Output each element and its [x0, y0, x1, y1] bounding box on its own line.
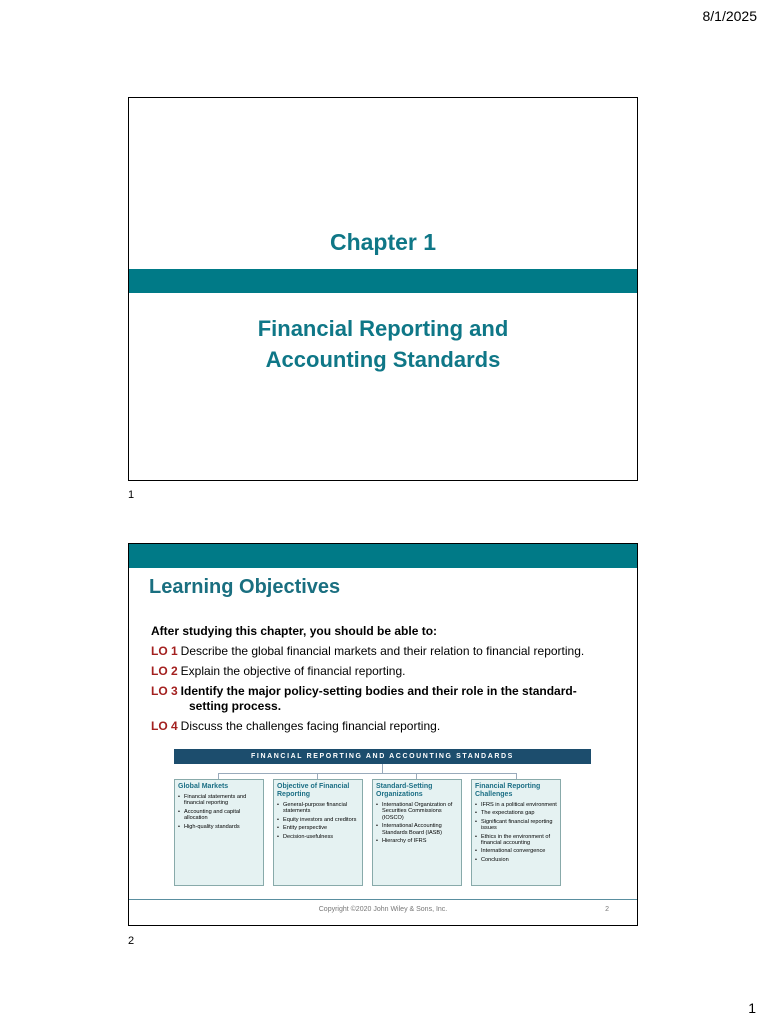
objective-item [151, 644, 631, 659]
subtitle-line-2: Accounting Standards [265, 347, 501, 372]
learning-objectives-list [151, 644, 631, 739]
slide-2-number: 2 [128, 935, 135, 947]
slide-2-title: Learning Objectives [149, 576, 341, 598]
box-item: • International convergence [475, 848, 557, 854]
box-item: • Ethics in the environment of financial accounting [475, 834, 557, 847]
objective-item [151, 664, 631, 679]
box-item: • The expectations gap [475, 810, 557, 816]
box-item: • Financial statements and financial reporting [178, 794, 260, 807]
slide-1 [128, 97, 638, 481]
box-item: • Hierarchy of IFRS [376, 838, 458, 844]
box-item: • IFRS in a political environment [475, 802, 557, 808]
slide-1-subtitle [129, 313, 637, 375]
slide-2-inner-number: 2 [605, 906, 609, 913]
objective-code: LO 1 [151, 644, 178, 658]
slide-2 [128, 543, 638, 926]
box-item: • Equity investors and creditors [277, 817, 359, 823]
box-title: Standard-Setting Organizations [376, 783, 433, 798]
box-item: • High-quality standards [178, 824, 260, 830]
connector-line [218, 773, 516, 774]
box-item: • Significant financial reporting issues [475, 819, 557, 832]
slide-1-title: Chapter 1 [329, 229, 437, 255]
objective-text-continued: setting process. [189, 699, 282, 713]
box-title: Objective of Financial Reporting [277, 783, 350, 798]
connector-line [382, 764, 383, 773]
objective-code: LO 4 [151, 719, 178, 733]
diagram-box-challenges [471, 779, 561, 886]
header-band [129, 544, 637, 568]
objective-text: Identify the major policy-setting bodies and their role in the standard- [180, 684, 577, 698]
objective-item [151, 684, 631, 714]
box-item: • General-purpose financial statements [277, 802, 359, 815]
diagram-box-objective [273, 779, 363, 886]
objective-code: LO 2 [151, 664, 178, 678]
box-item: • Entity perspective [277, 825, 359, 831]
objective-text: Describe the global financial markets and their relation to financial reporting. [180, 644, 585, 658]
title-band [129, 269, 637, 293]
diagram-header: FINANCIAL REPORTING AND ACCOUNTING STANDARDS [174, 749, 591, 764]
objective-item [151, 719, 631, 734]
box-item: • International Organization of Securities Commissions (IOSCO) [376, 802, 458, 821]
diagram-box-standard-setting [372, 779, 462, 886]
slide-1-number: 1 [128, 489, 135, 501]
box-title: Global Markets [178, 783, 229, 790]
subtitle-line-1: Financial Reporting and [257, 316, 509, 341]
box-item: • Conclusion [475, 857, 557, 863]
objective-code: LO 3 [151, 684, 178, 698]
box-title: Financial Reporting Challenges [475, 783, 541, 798]
chapter-overview-diagram [174, 749, 591, 889]
objective-text: Discuss the challenges facing financial reporting. [180, 719, 441, 733]
page-number: 1 [748, 1000, 756, 1016]
diagram-box-global-markets [174, 779, 264, 886]
print-date: 8/1/2025 [702, 8, 757, 24]
box-item: • Decision-usefulness [277, 834, 359, 840]
box-item: • International Accounting Standards Board (IASB) [376, 823, 458, 836]
objective-text: Explain the objective of financial reporting. [180, 664, 406, 678]
copyright-notice: Copyright ©2020 John Wiley & Sons, Inc. [318, 906, 448, 913]
footer-divider [129, 899, 637, 900]
objectives-intro: After studying this chapter, you should be able to: [151, 624, 438, 638]
box-item: • Accounting and capital allocation [178, 809, 260, 822]
